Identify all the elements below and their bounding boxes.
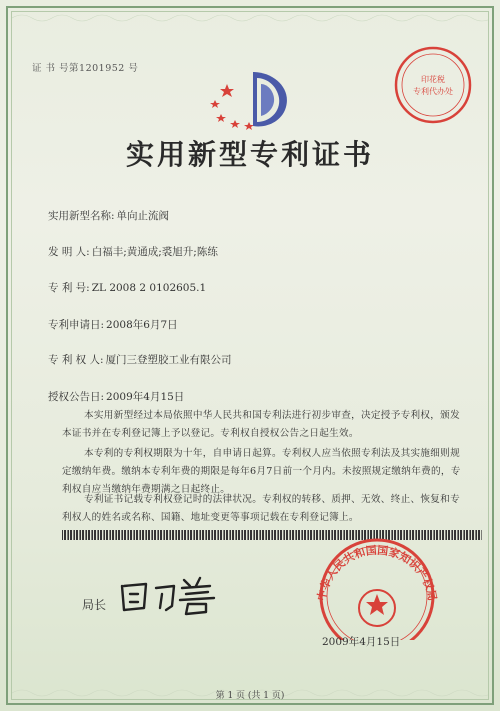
issue-date: 2009年4月15日 [322,636,401,648]
field-value: ZL 2008 2 0102605.1 [91,282,207,294]
field-value: 单向止流阀 [116,210,170,222]
agency-seal [392,44,474,126]
field-announcement-date [48,389,184,404]
svg-text:印花税: 印花税 [421,75,445,84]
field-patent-number [48,280,206,295]
field-label: 专 利 权 人: [48,354,104,366]
field-inventors [48,244,218,259]
svg-text:专利代办处: 专利代办处 [413,87,453,96]
director-label: 局长 [82,598,107,612]
field-label: 专 利 号: [48,282,90,294]
page-number: 第 1 页 (共 1 页) [215,691,285,701]
patent-office-logo [205,62,305,142]
field-value: 厦门三登塑胶工业有限公司 [105,354,232,366]
field-label: 发 明 人: [48,246,90,258]
body-paragraph: 本专利的专利权期限为十年，自申请日起算。专利权人应当依照专利法及其实施细则规定缴纳年费。缴纳本专利年费的期限是每年6月7日前一个月内。未按照规定缴纳年费的，专利权自应当缴纳年费期满之日起终止。 [62,448,461,495]
official-seal [297,536,457,640]
field-value: 白福丰;黄通成;裘旭升;陈练 [91,246,218,258]
field-filing-date [48,317,178,332]
field-utility-model-name [48,208,169,223]
certificate-number: 证 书 号第1201952 号 [32,63,139,74]
field-patentee [48,352,232,367]
page-title: 实用新型专利证书 [125,138,374,171]
field-label: 专利申请日: [48,319,105,331]
field-label: 实用新型名称: [48,210,115,222]
field-value: 2009年4月15日 [106,391,185,403]
svg-text:中华人民共和国国家知识产权局: 中华人民共和国国家知识产权局 [315,543,439,602]
body-paragraph: 专利证书记载专利权登记时的法律状况。专利权的转移、质押、无效、终止、恢复和专利权人的姓名或名称、国籍、地址变更等事项记载在专利登记簿上。 [62,494,460,523]
field-label: 授权公告日: [48,391,105,403]
body-paragraph: 本实用新型经过本局依照中华人民共和国专利法进行初步审查，决定授予专利权，颁发本证书并在专利登记簿上予以登记。专利权自授权公告之日起生效。 [62,410,460,439]
field-value: 2008年6月7日 [106,319,178,331]
director-signature [116,572,226,618]
